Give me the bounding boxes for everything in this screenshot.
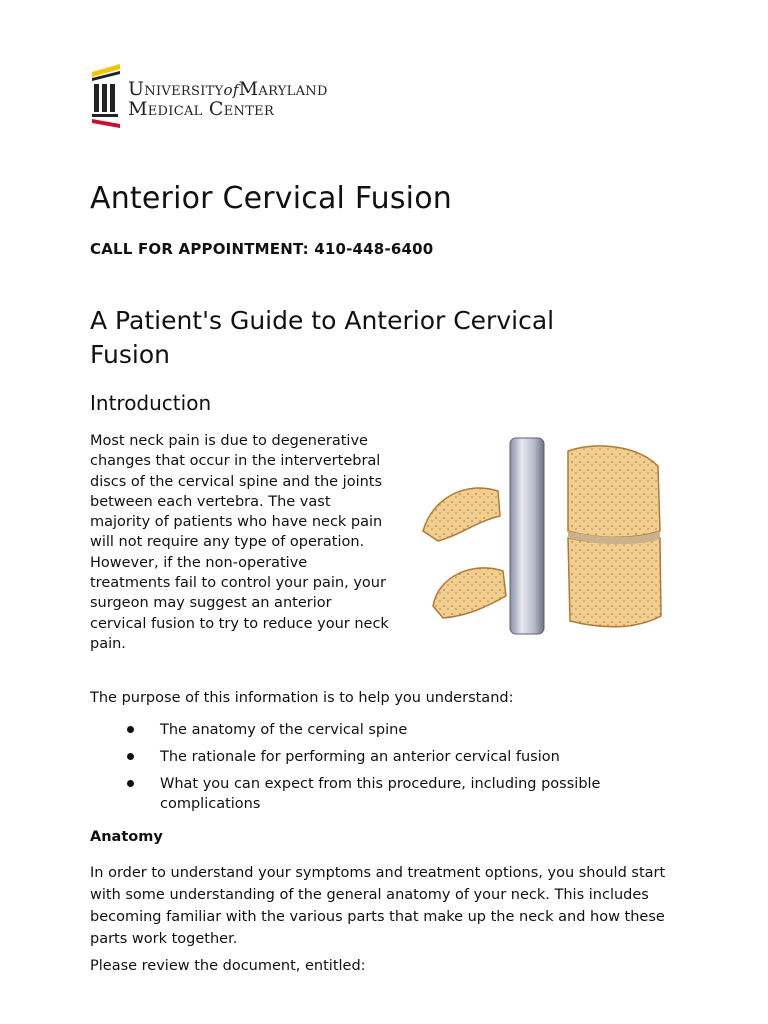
purpose-text: The purpose of this information is to help you understand: [90,690,514,706]
list-item-text: What you can expect from this procedure, including possible complications [160,776,601,812]
anatomy-heading: Anatomy [90,829,163,845]
list-item-text: The rationale for performing an anterior cervical fusion [160,749,560,765]
guide-title: A Patient's Guide to Anterior Cervical Fusion [90,306,555,369]
umm-logo [90,62,400,132]
intro-paragraph: Most neck pain is due to degenerative changes that occur in the intervertebral discs of the cervical spine and the joints between each vertebra. The vast majority of patients who have neck pain will not require any type of operation. However, if the non-operative treatments fail to control your pain, your surgeon may suggest an anterior cervical fusion to try to reduce your neck pain. [90,433,389,652]
review-text: Please review the document, entitled: [90,958,366,974]
bullet-dot [127,780,134,787]
list-item [90,774,650,814]
list-item [90,720,650,740]
cervical-spine-illustration [418,436,668,636]
logo-emblem-icon [90,62,126,128]
list-item [90,747,650,767]
list-item-text: The anatomy of the cervical spine [160,722,408,738]
logo-line-medical-center: Medical Center [128,98,275,120]
document-title: Anterior Cervical Fusion [90,181,452,216]
logo-word-university: University [128,78,224,100]
logo-word-of: of [223,81,239,99]
purpose-list [90,720,650,821]
intro-heading: Introduction [90,391,212,415]
appointment-phone: CALL FOR APPOINTMENT: 410-448-6400 [90,240,434,258]
anatomy-paragraph: In order to understand your symptoms and treatment options, you should start with some understanding of the general anatomy of your neck. This includes becoming familiar with the various parts that make up the neck and how these parts work together. [90,865,666,947]
bullet-dot [127,753,134,760]
bullet-dot [127,726,134,733]
logo-word-maryland: Maryland [238,78,328,100]
